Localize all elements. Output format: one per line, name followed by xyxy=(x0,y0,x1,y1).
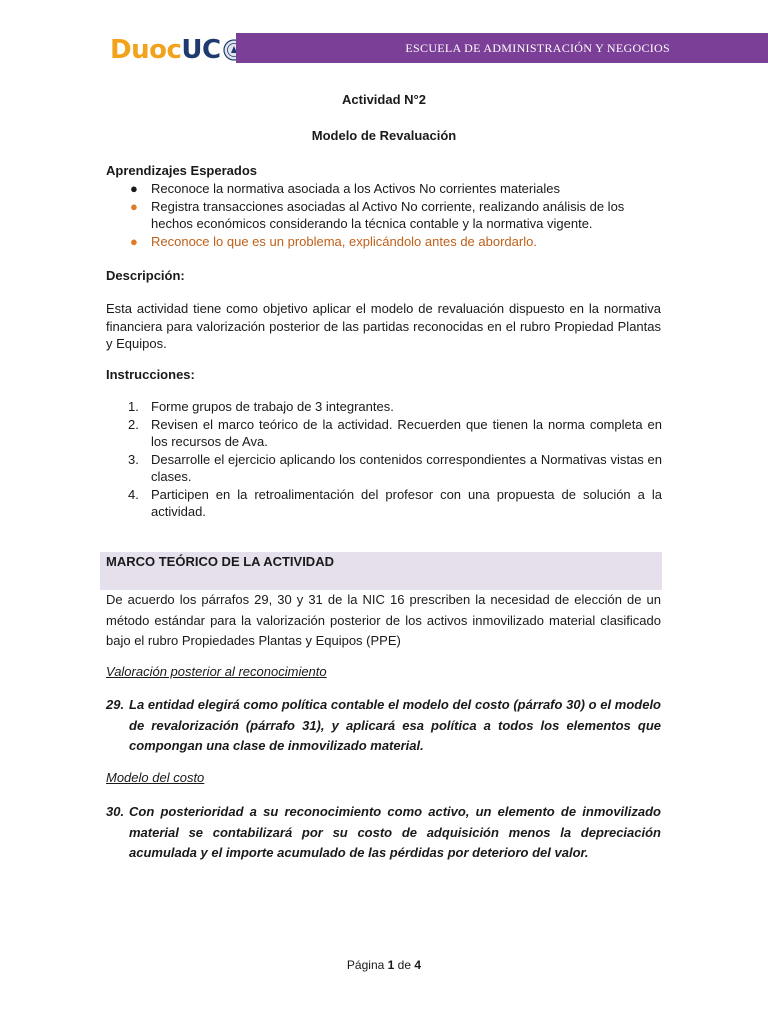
list-item: 3. Desarrolle el ejercicio aplicando los contenidos correspondientes a Normativas vistas en clases. xyxy=(128,451,662,484)
subheading-valoracion: Valoración posterior al reconocimiento xyxy=(106,664,327,679)
list-item: 1. Forme grupos de trabajo de 3 integrantes. xyxy=(128,399,394,414)
instrucciones-heading: Instrucciones: xyxy=(106,367,195,382)
page-footer: Página 1 de 4 xyxy=(346,958,422,972)
paragraph-number: 29. xyxy=(106,697,125,712)
list-item: ● Reconoce lo que es un problema, explicándolo antes de abordarlo. xyxy=(130,233,537,249)
current-page: 1 xyxy=(387,958,395,972)
list-item: ● Registra transacciones asociadas al Activo No corriente, realizando análisis de los hechos económicos considerando la técnica contable y la normativa vigente. xyxy=(130,198,625,231)
school-banner xyxy=(236,33,768,63)
total-pages: 4 xyxy=(414,958,422,972)
bullet-icon: ● xyxy=(130,233,138,249)
activity-title: Actividad N°2 xyxy=(342,92,426,107)
marco-teorico-banner xyxy=(100,552,662,590)
school-name: ESCUELA DE ADMINISTRACIÓN Y NEGOCIOS xyxy=(405,40,670,55)
list-item: ● Reconoce la normativa asociada a los Activos No corrientes materiales xyxy=(130,181,560,196)
logo-uc-text: UC xyxy=(181,35,221,65)
list-item: 4. Participen en la retroalimentación del profesor con una propuesta de solución a la actividad. xyxy=(128,486,662,519)
marco-heading: MARCO TEÓRICO DE LA ACTIVIDAD xyxy=(106,554,334,569)
duoc-uc-logo xyxy=(110,34,245,66)
marco-intro: De acuerdo los párrafos 29, 30 y 31 de la NIC 16 prescriben la necesidad de elección de un método estándar para la valorización posterior de los activos inmovilizado material clasificado bajo el rubro Propiedades Plantas y Equipos (PPE) xyxy=(106,592,661,648)
paragraph-29: 29. La entidad elegirá como política contable el modelo del costo (párrafo 30) o el modelo de revalorización (párrafo 31), y aplicará esa política a todos los elementos que compongan una clase de inmovilizado material. xyxy=(106,697,661,753)
aprendizajes-list xyxy=(128,180,662,250)
page-header xyxy=(0,28,768,72)
activity-subtitle: Modelo de Revaluación xyxy=(311,128,457,143)
bullet-icon: ● xyxy=(130,181,138,196)
list-item: 2. Revisen el marco teórico de la actividad. Recuerden que tienen la norma completa en los recursos de Ava. xyxy=(128,416,662,449)
paragraph-30: 30. Con posterioridad a su reconocimiento como activo, un elemento de inmovilizado material se contabilizará por su costo de adquisición menos la depreciación acumulada y el importe acumulado de las pérdidas por deterioro del valor. xyxy=(106,804,661,860)
bullet-icon: ● xyxy=(130,198,138,214)
paragraph-number: 30. xyxy=(106,804,125,819)
logo-duoc-text: Duoc xyxy=(110,35,182,65)
descripcion-heading: Descripción: xyxy=(106,268,185,283)
descripcion-text: Esta actividad tiene como objetivo aplicar el modelo de revaluación dispuesto en la normativa financiera para valorización posterior de las partidas reconocidas en el rubro Propiedad Plantas y Equipos. xyxy=(106,301,661,351)
aprendizajes-heading: Aprendizajes Esperados xyxy=(106,163,257,178)
instrucciones-list xyxy=(128,398,662,521)
subheading-modelo-costo: Modelo del costo xyxy=(106,770,205,785)
